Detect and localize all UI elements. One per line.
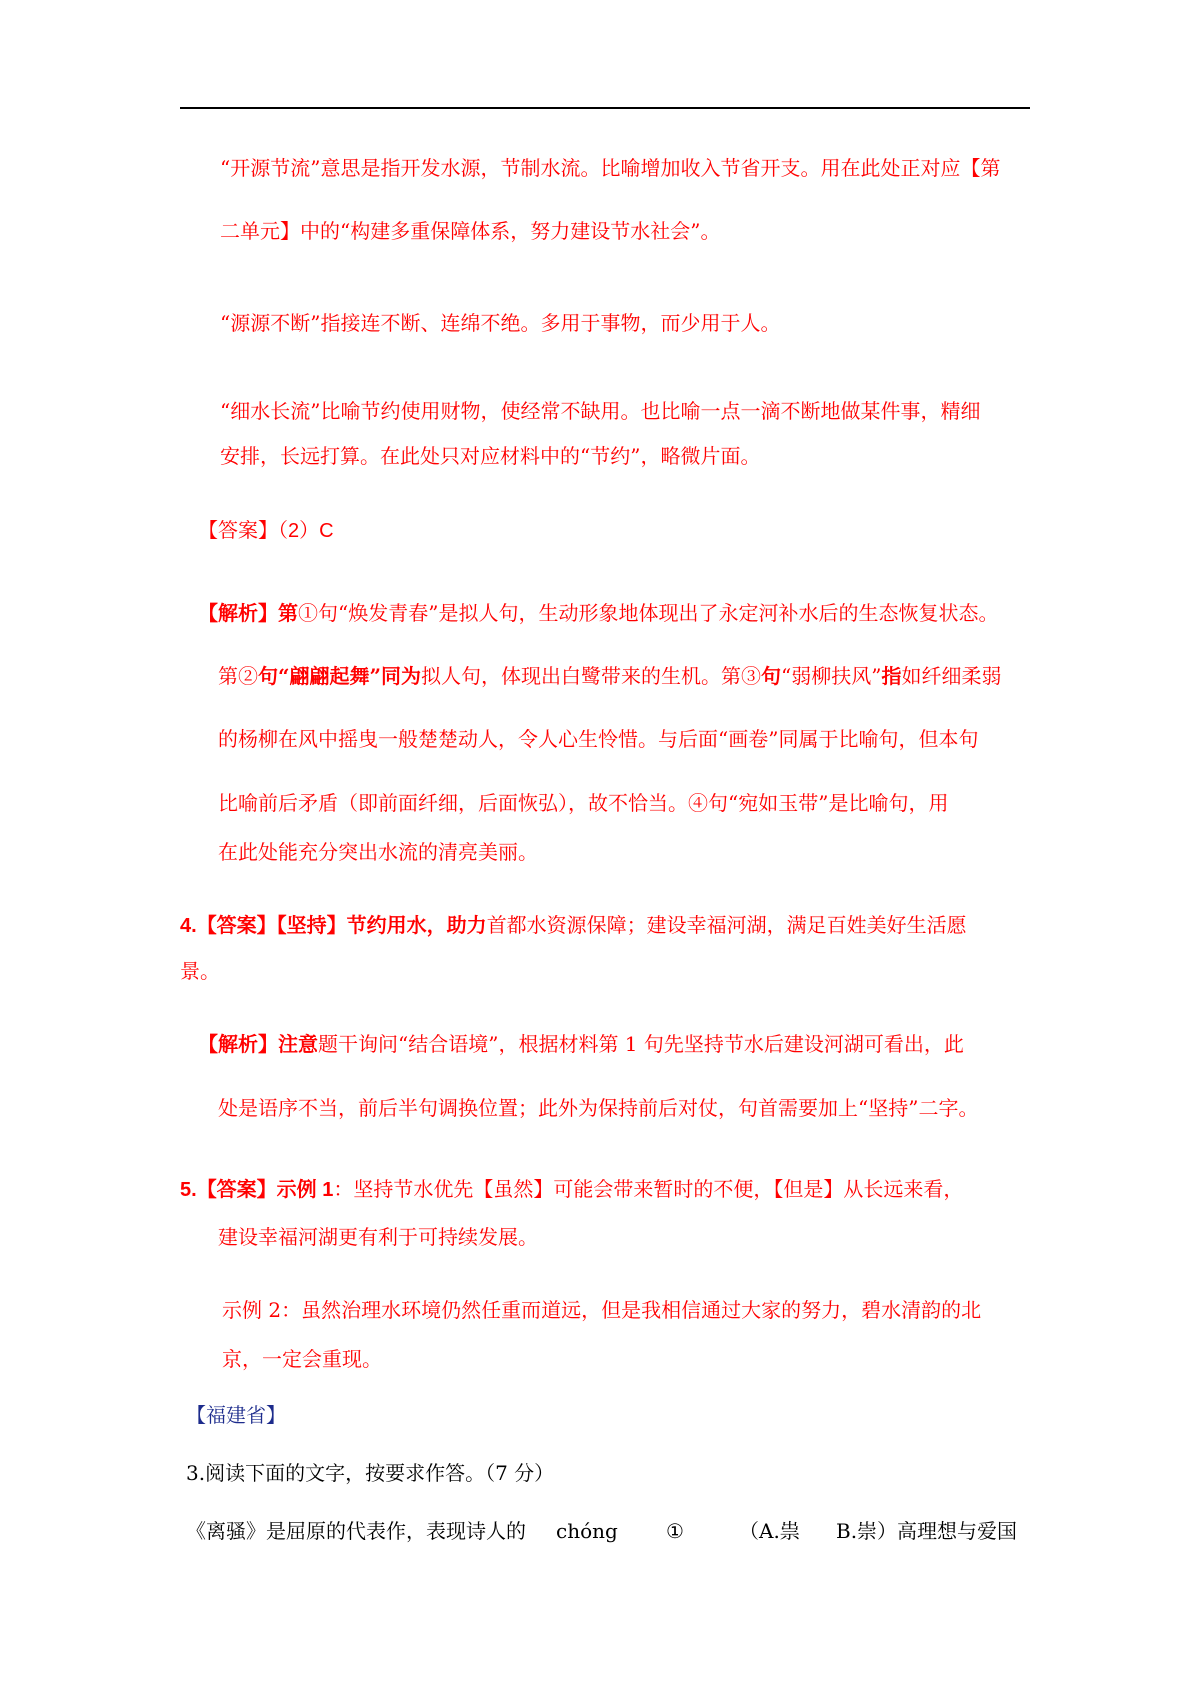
text-line: “细水长流”比喻节约使用财物，使经常不缺用。也比喻一点一滴不断地做某件事，精细 [220,399,981,423]
analysis-label: 【解析】第 [198,603,298,625]
question-line: 3.阅读下面的文字，按要求作答。（7 分） [186,1461,555,1485]
bold-span: 句 [761,664,782,688]
text-span: 《离骚》是屈原的代表作，表现诗人的 [186,1519,526,1543]
header-rule [180,107,1030,109]
bold-span: 指 [881,664,902,688]
answer-label: 【答案】示例 1 [196,1179,334,1201]
bold-span: 句“翩翩起舞”同为 [258,664,422,688]
analysis-line [198,1031,964,1058]
pinyin: chóng [556,1519,618,1543]
text-span: 第② [218,664,258,688]
text-line: 示例 2：虽然治理水环境仍然任重而道远，但是我相信通过大家的努力，碧水清韵的北 [222,1298,982,1322]
text-line: 二单元】中的“构建多重保障体系，努力建设节水社会”。 [220,219,721,243]
answer-line [180,1176,963,1203]
text-line: “源源不断”指接连不断、连绵不绝。多用于事物，而少用于人。 [220,311,781,335]
item-number: 5. [180,1179,197,1201]
text-line: 的杨柳在风中摇曳一般楚楚动人，令人心生怜惜。与后面“画卷”同属于比喻句，但本句 [218,727,979,751]
text-line [218,663,1001,689]
text-line: 安排，长远打算。在此处只对应材料中的“节约”，略微片面。 [220,444,761,468]
analysis-text: ①句“焕发青春”是拟人句，生动形象地体现出了永定河补水后的生态恢复状态。 [298,601,999,625]
text-span: “弱柳扶风” [781,664,882,688]
answer-text: 首都水资源保障；建设幸福河湖，满足百姓美好生活愿 [486,913,967,937]
analysis-line [198,600,998,627]
text-line: 京，一定会重现。 [222,1347,382,1371]
answer-label: 【答案】【坚持】节约用水，助力 [196,913,487,937]
blank-marker: ① [666,1519,684,1543]
option-a: （A.祟 [739,1519,800,1543]
text-line: 建设幸福河湖更有利于可持续发展。 [218,1225,538,1249]
text-line: 在此处能充分突出水流的清亮美丽。 [218,840,538,864]
text-line: 景。 [180,959,220,983]
answer-line [180,912,967,939]
answer-value: （2）C [278,520,334,542]
option-b: B.崇）高理想与爱国 [836,1519,1018,1543]
text-span: 如纤细柔弱 [901,664,1002,688]
analysis-label: 【解析】注意 [198,1034,318,1056]
answer-label: 【答案】 [198,520,278,542]
analysis-text: 题干询问“结合语境”，根据材料第 1 句先坚持节水后建设河湖可看出，此 [318,1032,964,1056]
answer-line [198,517,334,544]
answer-text: ：坚持节水优先【虽然】可能会带来暂时的不便，【但是】从长远来看， [333,1177,964,1201]
text-line: “开源节流”意思是指开发水源，节制水流。比喻增加收入节省开支。用在此处正对应【第 [220,156,1001,180]
text-line: 比喻前后矛盾（即前面纤细，后面恢弘），故不恰当。④句“宛如玉带”是比喻句，用 [218,791,949,815]
text-span: 拟人句，体现出白鹭带来的生机。第③ [421,664,762,688]
text-line: 处是语序不当，前后半句调换位置；此外为保持前后对仗，句首需要加上“坚持”二字。 [218,1096,979,1120]
item-number: 4. [180,915,197,937]
question-text [186,1518,1026,1544]
section-heading: 【福建省】 [186,1403,286,1427]
